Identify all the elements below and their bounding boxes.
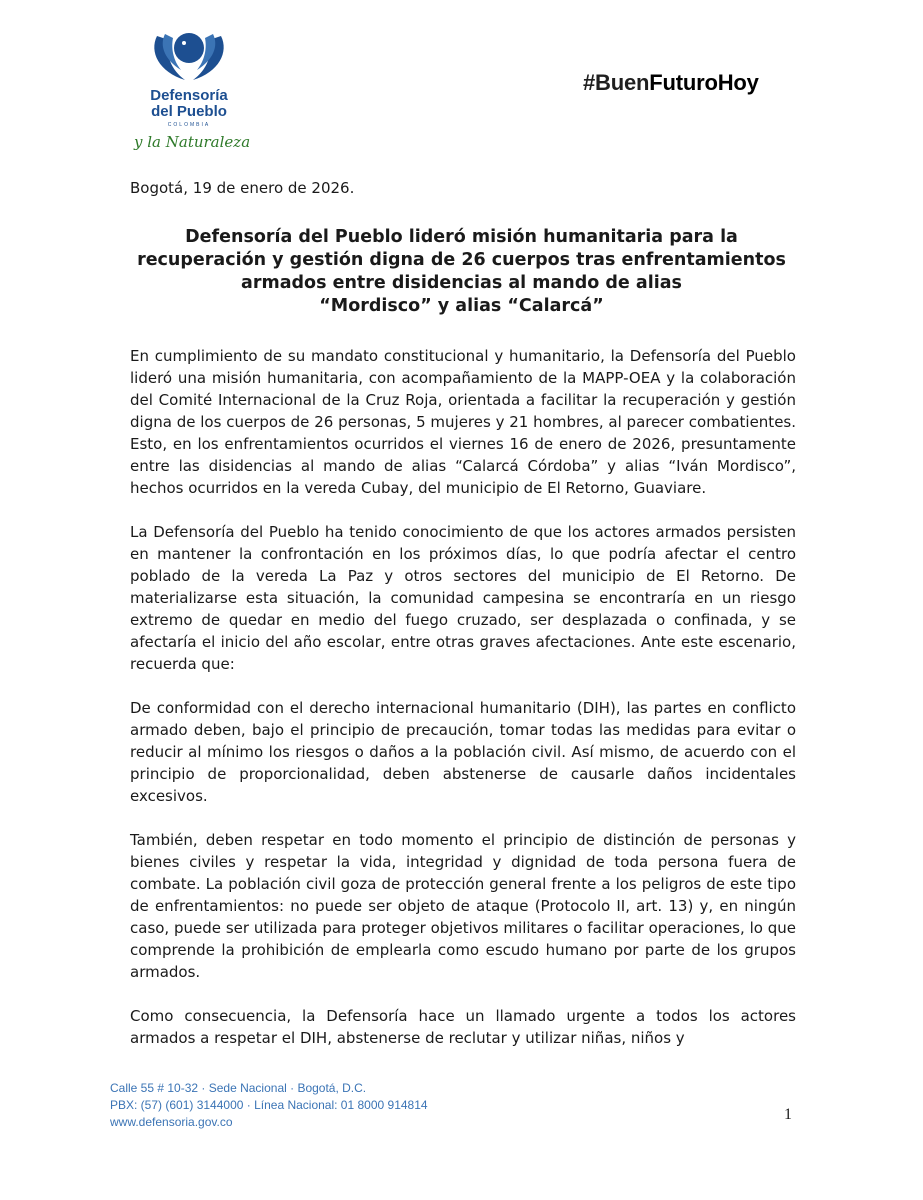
logo-script-tagline: y la Naturaleza: [134, 133, 251, 151]
headline: [130, 226, 793, 318]
logo-text-line1: Defensoría: [150, 87, 228, 104]
hashtag-part2: FuturoHoy: [649, 70, 759, 95]
logo-text-line2: del Pueblo: [151, 103, 227, 120]
logo: [130, 26, 248, 128]
date-line: Bogotá, 19 de enero de 2026.: [130, 179, 355, 197]
hashtag: [583, 70, 759, 96]
headline-line: recuperación y gestión digna de 26 cuerpos tras enfrentamientos: [137, 250, 786, 270]
hashtag-part1: #Buen: [583, 70, 650, 95]
paragraph: Como consecuencia, la Defensoría hace un llamado urgente a todos los actores armados a respetar el DIH, abstenerse de reclutar y utilizar niñas, niños y: [130, 1007, 796, 1047]
logo-country: COLOMBIA: [167, 122, 211, 128]
headline-line: Defensoría del Pueblo lideró misión humanitaria para la: [185, 227, 738, 247]
footer: [110, 1080, 428, 1131]
paragraph: También, deben respetar en todo momento el principio de distinción de personas y bienes civiles y respetar la vida, integridad y dignidad de toda persona fuera de combate. La población civil goza de protección general frente a los peligros de este tipo de enfrentamientos: no puede ser objeto de ataque (Protocolo II, art. 13) y, en ningún caso, puede ser utilizada para proteger objetivos militares o facilitar operaciones, lo que comprende la prohibición de emplearla como escudo humano por parte de los grupos armados.: [130, 831, 796, 981]
footer-phone: PBX: (57) (601) 3144000 · Línea Nacional: 01 8000 914814: [110, 1098, 428, 1112]
defensoria-emblem-icon: [147, 26, 231, 86]
paragraph: La Defensoría del Pueblo ha tenido conocimiento de que los actores armados persisten en mantener la confrontación en los próximos días, lo que podría afectar el centro poblado de la vereda La Paz y otros sectores del municipio de El Retorno. De materializarse esta situación, la comunidad campesina se encontraría en un riesgo extremo de quedar en medio del fuego cruzado, ser desplazada o confinada, y se afectaría el inicio del año escolar, entre otras graves afectaciones. Ante este escenario, recuerda que:: [130, 523, 796, 673]
headline-line: armados entre disidencias al mando de alias: [241, 273, 682, 293]
headline-line: “Mordisco” y alias “Calarcá”: [319, 296, 604, 316]
footer-address: Calle 55 # 10-32 · Sede Nacional · Bogotá, D.C.: [110, 1081, 367, 1095]
paragraph: En cumplimiento de su mandato constitucional y humanitario, la Defensoría del Pueblo lideró una misión humanitaria, con acompañamiento de la MAPP-OEA y la colaboración del Comité Internacional de la Cruz Roja, orientada a facilitar la recuperación y gestión digna de los cuerpos de 26 personas, 5 mujeres y 21 hombres, al parecer combatientes. Esto, en los enfrentamientos ocurridos el viernes 16 de enero de 2026, presuntamente entre las disidencias al mando de alias “Calarcá Córdoba” y alias “Iván Mordisco”, hechos ocurridos en la vereda Cubay, del municipio de El Retorno, Guaviare.: [130, 347, 796, 497]
footer-website-link[interactable]: www.defensoria.gov.co: [110, 1115, 233, 1129]
paragraph: De conformidad con el derecho internacional humanitario (DIH), las partes en conflicto armado deben, bajo el principio de precaución, tomar todas las medidas para evitar o reducir al mínimo los riesgos o daños a la población civil. Así mismo, de acuerdo con el principio de proporcionalidad, deben abstenerse de causarle daños incidentales excesivos.: [130, 699, 796, 805]
page-number: 1: [784, 1106, 792, 1123]
body-text: [130, 345, 796, 1071]
